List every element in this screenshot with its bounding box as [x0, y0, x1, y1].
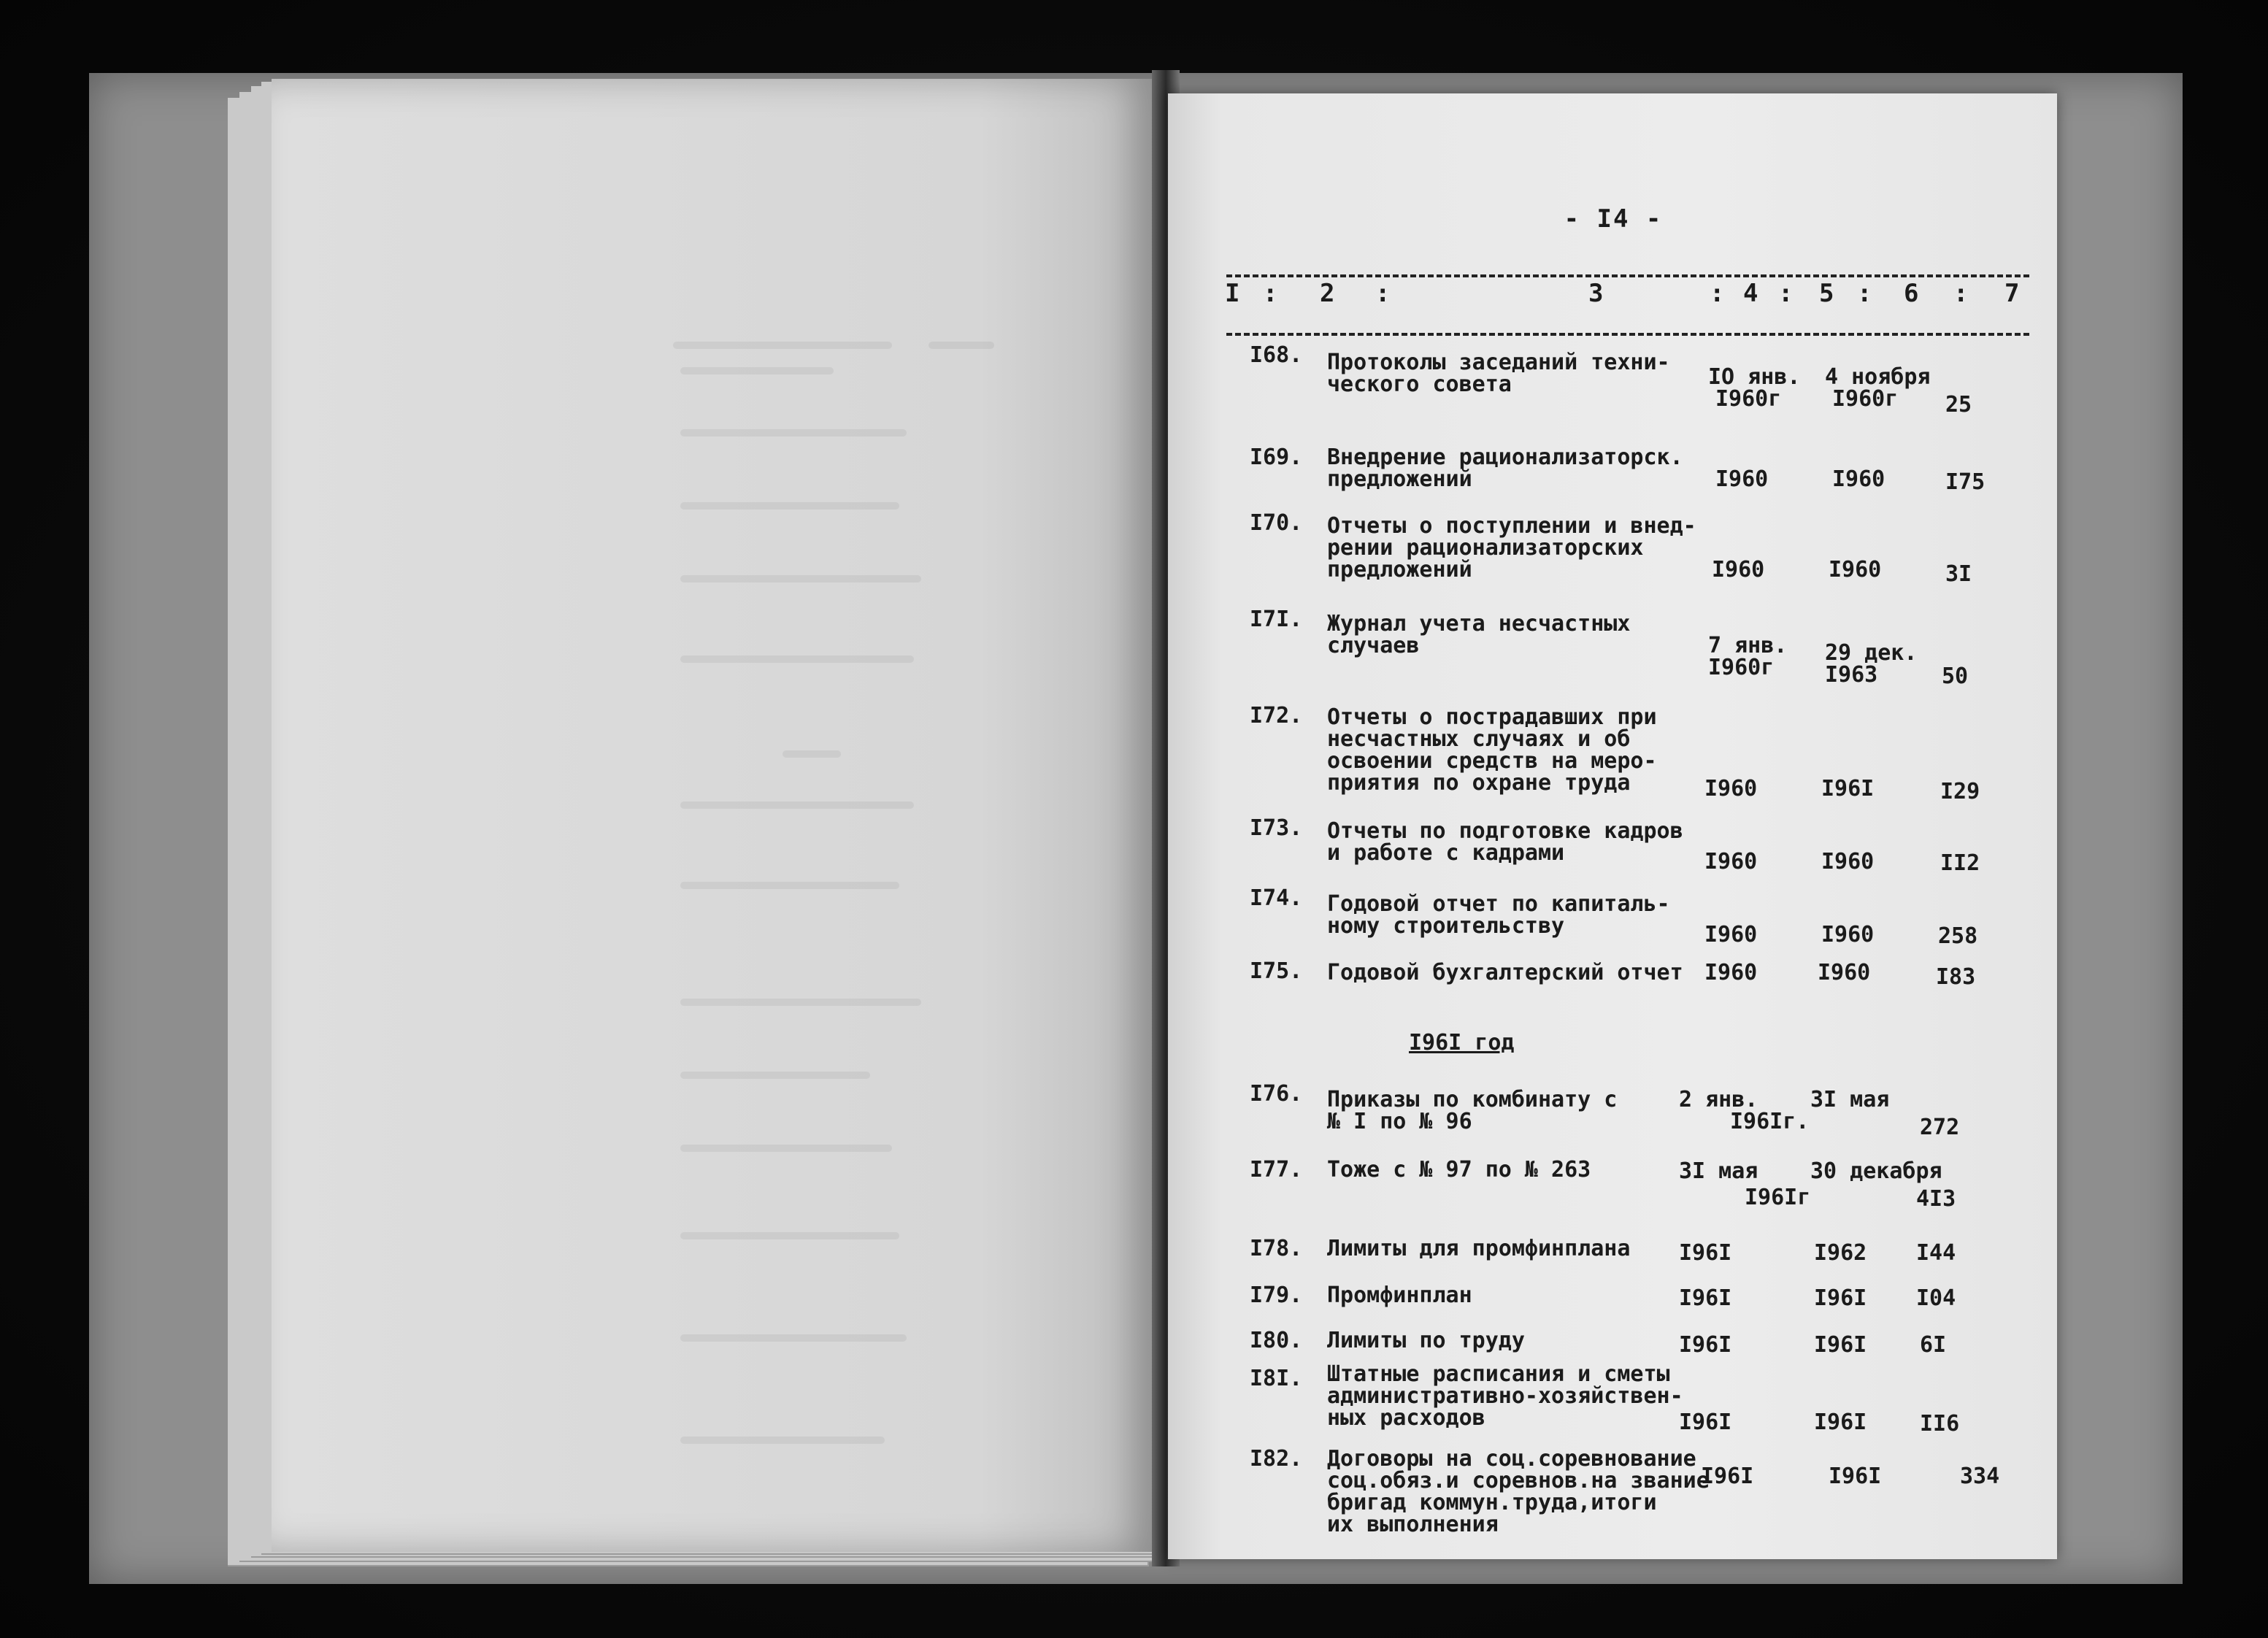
entry-date-end: 4 ноября I960г: [1825, 364, 1931, 412]
entry-date-end: 3I мая: [1810, 1087, 1890, 1112]
entry-date-end: I960: [1821, 922, 1875, 947]
entry-date-end: I960: [1832, 466, 1885, 492]
entry-date-end: I960: [1818, 960, 1871, 985]
entry-number: I7I.: [1250, 607, 1303, 632]
entry-date-start: I96I: [1679, 1410, 1732, 1435]
entry-sheet-count: 272: [1920, 1115, 1960, 1140]
entry-number: I68.: [1250, 342, 1303, 368]
entry-date-start: I960: [1715, 466, 1769, 492]
entry-title: Договоры на соц.соревнование соц.обяз.и соревнов.на звание бригад коммун.труда,итоги их выполнения: [1327, 1446, 1710, 1537]
entry-sheet-count: I44: [1916, 1240, 1956, 1266]
entry-title: Отчеты о поступлении и внед- рении рационализаторских предложений: [1327, 513, 1696, 582]
col-header-sep: :: [1857, 279, 1872, 308]
entry-date-start: 2 янв. I96Iг.: [1679, 1087, 1810, 1134]
entry-number: I78.: [1250, 1236, 1303, 1261]
entry-sheet-count: 334: [1960, 1464, 2000, 1489]
entry-number: I70.: [1250, 510, 1303, 536]
entry-date-start: 7 янв. I960г: [1708, 633, 1788, 680]
entry-date-start: I96I: [1679, 1285, 1732, 1311]
entry-title: Годовой отчет по капиталь- ному строительству: [1327, 891, 1670, 939]
entry-date-start: I960: [1704, 849, 1758, 874]
entry-date-end: I96I: [1829, 1464, 1882, 1489]
entry-date-start: I96I: [1679, 1332, 1732, 1358]
entry-sheet-count: I75: [1945, 469, 1986, 495]
entry-title: Протоколы заседаний техни- ческого совета: [1327, 350, 1670, 397]
col-header-sep: :: [1710, 279, 1725, 308]
section-heading: I96I год: [1409, 1030, 1515, 1056]
col-header-3: 3: [1588, 279, 1604, 308]
col-header-sep: :: [1778, 279, 1794, 308]
header-rule-bottom: [1226, 333, 2029, 336]
entry-date-start: I960: [1712, 557, 1765, 582]
entry-date-start: I960: [1704, 776, 1758, 801]
entry-number: I80.: [1250, 1328, 1303, 1353]
entry-number: I76.: [1250, 1081, 1303, 1107]
header-rule-top: [1226, 274, 2029, 277]
entry-date-end: I96I: [1814, 1285, 1867, 1311]
entry-sheet-count: II6: [1920, 1411, 1960, 1437]
left-page: [272, 79, 1155, 1552]
entry-date-end: I960: [1821, 849, 1875, 874]
entry-sheet-count: II2: [1940, 850, 1980, 876]
col-header-6: 6: [1904, 279, 1919, 308]
entry-title: Отчеты по подготовке кадров и работе с кадрами: [1327, 818, 1683, 866]
entry-date-end: I96I: [1814, 1332, 1867, 1358]
col-header-5: 5: [1819, 279, 1834, 308]
entry-sheet-count: 3I: [1945, 561, 1972, 587]
col-header-2: 2: [1320, 279, 1335, 308]
entry-sheet-count: 50: [1942, 664, 1969, 689]
entry-date-end: I96I: [1814, 1410, 1867, 1435]
right-page: [1168, 93, 2057, 1559]
entry-sheet-count: I04: [1916, 1285, 1956, 1311]
entry-date-end: 30 декабря: [1810, 1158, 1942, 1184]
entry-date-start: I960: [1704, 922, 1758, 947]
entry-title: Тоже с № 97 по № 263: [1327, 1157, 1591, 1183]
entry-number: I8I.: [1250, 1366, 1303, 1391]
entry-sheet-count: 4I3: [1916, 1186, 1956, 1212]
col-header-1: I: [1225, 279, 1240, 308]
entry-sheet-count: I83: [1936, 964, 1976, 990]
entry-date-end: I960: [1829, 557, 1882, 582]
col-header-sep: :: [1953, 279, 1969, 308]
entry-date-start: 3I мая I96Iг: [1679, 1158, 1811, 1210]
entry-sheet-count: I29: [1940, 779, 1980, 804]
entry-title: Отчеты о пострадавших при несчастных случаях и об освоении средств на меро- приятия по охране труда: [1327, 704, 1657, 796]
entry-number: I72.: [1250, 703, 1303, 728]
entry-number: I74.: [1250, 885, 1303, 911]
entry-number: I75.: [1250, 958, 1303, 984]
entry-sheet-count: 258: [1938, 923, 1978, 949]
entry-title: Промфинплан: [1327, 1283, 1472, 1308]
entry-number: I82.: [1250, 1446, 1303, 1472]
entry-number: I79.: [1250, 1283, 1303, 1308]
entry-number: I77.: [1250, 1157, 1303, 1183]
entry-date-start: I96I: [1679, 1240, 1732, 1266]
entry-date-end: I96I: [1821, 776, 1875, 801]
page-number: - I4 -: [1564, 204, 1663, 234]
col-header-sep: :: [1263, 279, 1278, 308]
entry-sheet-count: 6I: [1920, 1332, 1947, 1358]
entry-title: Штатные расписания и сметы административно-хозяйствен- ных расходов: [1327, 1361, 1683, 1431]
entry-title: Лимиты по труду: [1327, 1328, 1525, 1353]
col-header-4: 4: [1743, 279, 1758, 308]
entry-date-end: 29 дек. I963: [1825, 640, 1918, 688]
entry-title: Приказы по комбинату с № I по № 96: [1327, 1087, 1618, 1134]
col-header-sep: :: [1375, 279, 1391, 308]
entry-title: Внедрение рационализаторск. предложений: [1327, 445, 1683, 492]
entry-title: Журнал учета несчастных случаев: [1327, 611, 1631, 658]
entry-title: Годовой бухгалтерский отчет: [1327, 960, 1683, 985]
entry-date-start: I96I: [1701, 1464, 1754, 1489]
entry-date-end: I962: [1814, 1240, 1867, 1266]
entry-date-start: I960: [1704, 960, 1758, 985]
entry-title: Лимиты для промфинплана: [1327, 1236, 1631, 1261]
entry-sheet-count: 25: [1945, 392, 1972, 418]
col-header-7: 7: [2004, 279, 2020, 308]
entry-number: I73.: [1250, 815, 1303, 841]
entry-date-start: IO янв. I960г: [1708, 364, 1801, 412]
entry-number: I69.: [1250, 445, 1303, 470]
